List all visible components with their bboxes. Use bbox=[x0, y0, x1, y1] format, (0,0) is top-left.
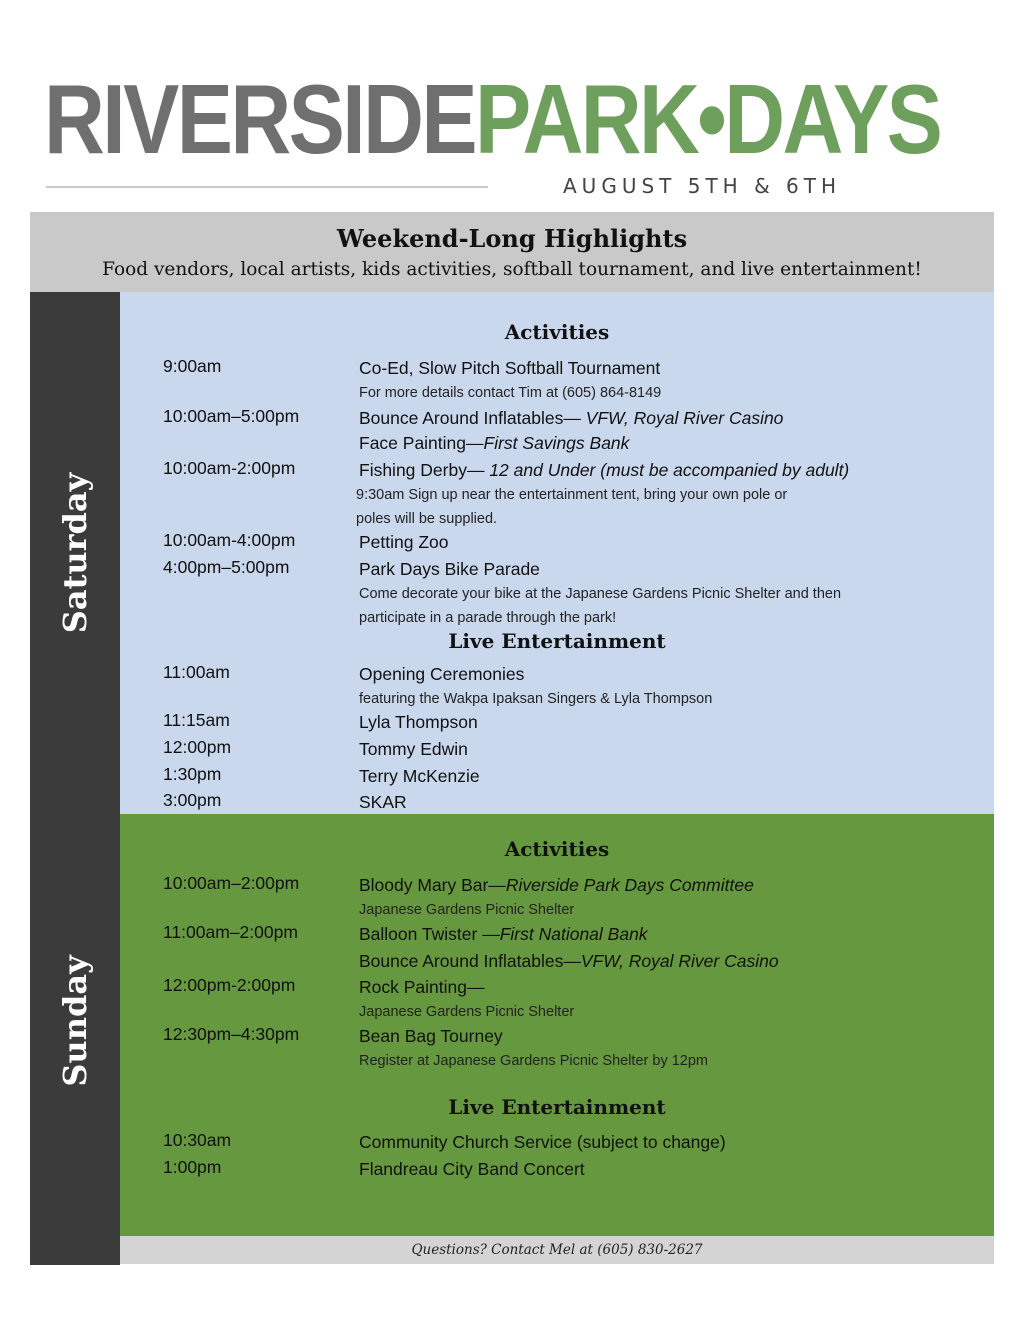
event-title bbox=[44, 64, 941, 174]
item-detail: featuring the Wakpa Ipaksan Singers & Lyla Thompson bbox=[359, 691, 713, 707]
item-title: Bloody Mary Bar— bbox=[359, 875, 506, 895]
item-detail: For more details contact Tim at (605) 864-8149 bbox=[359, 385, 662, 401]
highlights-banner bbox=[30, 212, 994, 292]
item-title: SKAR bbox=[359, 792, 407, 812]
sunday-entertainment-heading: Live Entertainment bbox=[448, 1095, 666, 1119]
saturday-panel bbox=[120, 292, 994, 814]
saturday-entertainment-heading: Live Entertainment bbox=[448, 629, 666, 653]
item-title: Balloon Twister — bbox=[359, 924, 500, 944]
item-time: 12:30pm–4:30pm bbox=[163, 1024, 300, 1044]
event-dates: AUGUST 5TH & 6TH bbox=[563, 174, 841, 198]
item-time: 10:00am–5:00pm bbox=[163, 406, 300, 426]
item-title: Flandreau City Band Concert bbox=[359, 1159, 585, 1179]
item-detail: Japanese Gardens Picnic Shelter bbox=[359, 902, 575, 918]
item-sponsor: VFW, Royal River Casino bbox=[580, 951, 779, 971]
sunday-label: Sunday bbox=[56, 955, 94, 1088]
item-time: 11:15am bbox=[163, 710, 230, 730]
item-time: 11:00am–2:00pm bbox=[163, 922, 298, 942]
saturday-bar bbox=[30, 292, 120, 814]
highlights-subtext: Food vendors, local artists, kids activities, softball tournament, and live entertainment! bbox=[102, 259, 922, 280]
item-detail: poles will be supplied. bbox=[356, 511, 498, 527]
item-title: Face Painting— bbox=[359, 433, 484, 453]
item-time: 1:00pm bbox=[163, 1157, 222, 1177]
item-title: Co-Ed, Slow Pitch Softball Tournament bbox=[359, 358, 661, 378]
item-sponsor: VFW, Royal River Casino bbox=[585, 408, 784, 428]
item-title: Rock Painting— bbox=[359, 977, 485, 997]
item-title: Park Days Bike Parade bbox=[359, 559, 540, 579]
item-time: 11:00am bbox=[163, 662, 230, 682]
item-detail: 9:30am Sign up near the entertainment tent, bring your own pole or bbox=[356, 487, 788, 503]
item-detail: participate in a parade through the park! bbox=[359, 610, 617, 626]
item-title: Lyla Thompson bbox=[359, 712, 478, 732]
item-time: 12:00pm bbox=[163, 737, 232, 757]
item-title: Bounce Around Inflatables— bbox=[359, 951, 581, 971]
item-sponsor: First National Bank bbox=[499, 924, 648, 944]
item-time: 10:30am bbox=[163, 1130, 232, 1150]
saturday-activities-heading: Activities bbox=[504, 320, 610, 344]
item-time: 1:30pm bbox=[163, 764, 222, 784]
item-sponsor: First Savings Bank bbox=[483, 433, 630, 453]
item-detail: Come decorate your bike at the Japanese Gardens Picnic Shelter and then bbox=[359, 586, 842, 602]
header-divider bbox=[46, 186, 488, 188]
item-title: Bounce Around Inflatables— bbox=[359, 408, 586, 428]
item-time: 3:00pm bbox=[163, 790, 222, 810]
item-title: Terry McKenzie bbox=[359, 766, 480, 786]
item-time: 10:00am–2:00pm bbox=[163, 873, 300, 893]
sunday-bar bbox=[30, 814, 120, 1265]
sunday-activities-heading: Activities bbox=[504, 837, 610, 861]
item-note: 12 and Under (must be accompanied by adult) bbox=[489, 460, 850, 480]
item-title: Bean Bag Tourney bbox=[359, 1026, 503, 1046]
title-park-days: PARK•DAYS bbox=[475, 64, 941, 174]
item-title: Fishing Derby— bbox=[359, 460, 490, 480]
item-time: 12:00pm-2:00pm bbox=[163, 975, 296, 995]
item-title: Opening Ceremonies bbox=[359, 664, 525, 684]
item-title: Community Church Service (subject to change) bbox=[359, 1132, 726, 1152]
contact-footer: Questions? Contact Mel at (605) 830-2627 bbox=[120, 1236, 994, 1264]
item-sponsor: Riverside Park Days Committee bbox=[505, 875, 754, 895]
sunday-panel bbox=[120, 814, 994, 1236]
title-riverside: RIVERSIDE bbox=[44, 64, 476, 174]
item-detail: Japanese Gardens Picnic Shelter bbox=[359, 1004, 575, 1020]
item-time: 4:00pm–5:00pm bbox=[163, 557, 290, 577]
item-title: Tommy Edwin bbox=[359, 739, 468, 759]
item-time: 9:00am bbox=[163, 356, 222, 376]
saturday-label: Saturday bbox=[56, 472, 94, 634]
item-detail: Register at Japanese Gardens Picnic Shelter by 12pm bbox=[359, 1053, 708, 1069]
item-time: 10:00am-4:00pm bbox=[163, 530, 296, 550]
item-title: Petting Zoo bbox=[359, 532, 449, 552]
item-time: 10:00am-2:00pm bbox=[163, 458, 296, 478]
highlights-heading: Weekend-Long Highlights bbox=[336, 224, 688, 253]
